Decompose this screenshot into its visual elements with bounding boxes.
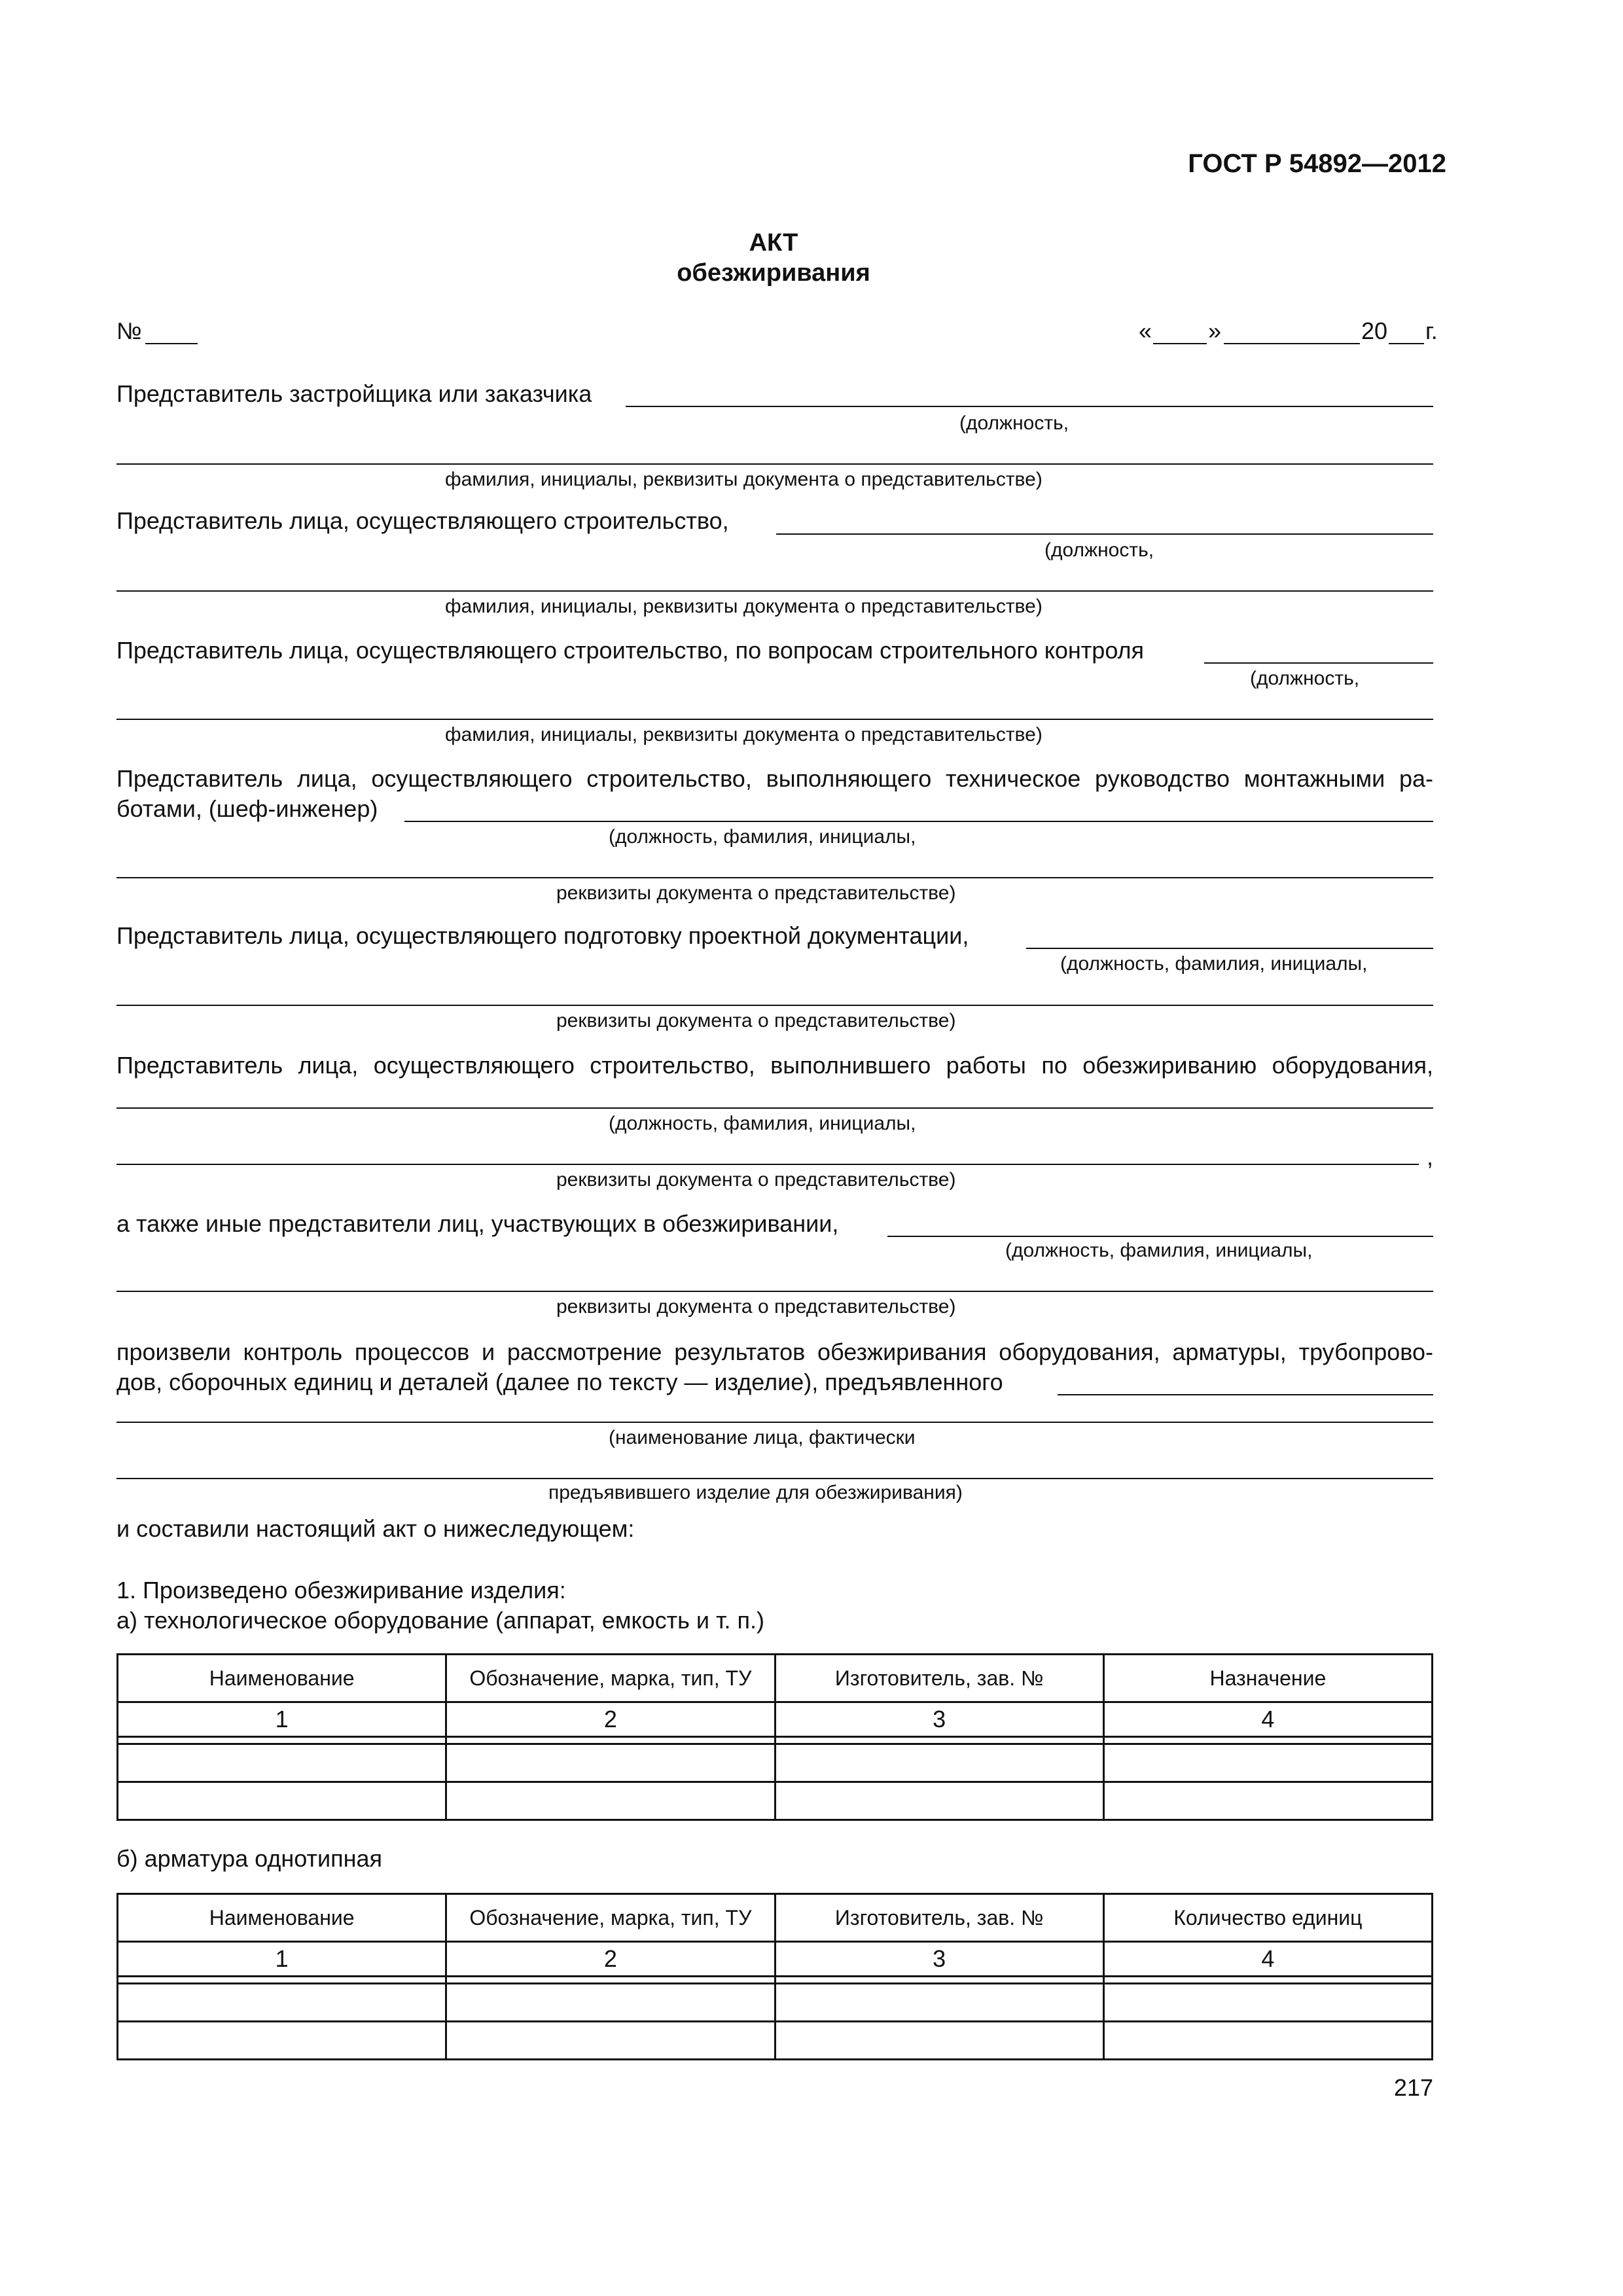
rep-builder-control-field[interactable] <box>1204 662 1433 664</box>
presenter-caption: (наименование лица, фактически <box>609 1427 916 1448</box>
table-cell[interactable] <box>446 2022 775 2060</box>
table-cell[interactable] <box>446 1744 775 1782</box>
rep-degreaser-field[interactable] <box>116 1107 1433 1109</box>
rep-others-field-2[interactable] <box>116 1291 1433 1292</box>
table-row <box>118 2022 1433 2060</box>
table-cell[interactable] <box>446 1782 775 1820</box>
table-cell[interactable] <box>118 1782 446 1820</box>
table-row <box>118 1782 1433 1820</box>
column-header: Количество единиц <box>1103 1894 1432 1942</box>
table-cell[interactable] <box>1103 1744 1432 1782</box>
rep-developer-caption: (должность, <box>959 412 1069 434</box>
rep-others-caption: (должность, фамилия, инициалы, <box>1005 1240 1313 1261</box>
item-b-heading: б) арматура однотипная <box>116 1845 383 1872</box>
table-cell[interactable] <box>118 1744 446 1782</box>
item-1-heading: 1. Произведено обезжиривание изделия: <box>116 1577 566 1604</box>
table-cell[interactable] <box>775 1782 1103 1820</box>
equipment-table <box>116 1653 1433 1821</box>
table-cell <box>446 1977 775 1984</box>
column-number: 4 <box>1103 1702 1432 1737</box>
table-cell[interactable] <box>118 1984 446 2022</box>
date-year-suffix: г. <box>1425 317 1438 344</box>
rep-chief-engineer-line2: ботами, (шеф-инженер) <box>116 795 378 822</box>
rep-builder-label: Представитель лица, осуществляющего строительство, <box>116 507 729 534</box>
rep-designer-caption: (должность, фамилия, инициалы, <box>1060 953 1368 975</box>
act-title: АКТ <box>749 229 798 257</box>
rep-degreaser-caption-2: реквизиты документа о представительстве) <box>556 1169 956 1191</box>
rep-degreaser-label: Представитель лица, осуществляющего строительство, выполнившего работы по обезжириванию оборудования, <box>116 1052 1433 1079</box>
rep-developer-label: Представитель застройщика или заказчика <box>116 380 592 407</box>
rep-builder-field-2[interactable] <box>116 590 1433 592</box>
table-cell <box>1103 1737 1432 1744</box>
rep-builder-caption-2: фамилия, инициалы, реквизиты документа о представительстве) <box>445 596 1043 617</box>
table-header-row <box>118 1894 1433 1942</box>
standard-header: ГОСТ Р 54892—2012 <box>1188 149 1446 178</box>
date-day-field[interactable] <box>1153 343 1207 344</box>
table-separator-row <box>118 1737 1433 1744</box>
conclusion-text: и составили настоящий акт о нижеследующем: <box>116 1515 635 1542</box>
rep-others-label: а также иные представители лиц, участвующих в обезжиривании, <box>116 1210 839 1237</box>
rep-degreaser-field-2[interactable] <box>116 1164 1419 1165</box>
table-cell <box>775 1977 1103 1984</box>
rep-chief-engineer-line1: Представитель лица, осуществляющего строительство, выполняющего техническое руководство монтажными ра- <box>116 765 1433 792</box>
table-cell[interactable] <box>446 1984 775 2022</box>
body-paragraph-line2: дов, сборочных единиц и деталей (далее по тексту — изделие), предъявленного <box>116 1369 1003 1395</box>
column-header: Обозначение, марка, тип, ТУ <box>446 1894 775 1942</box>
table-cell <box>1103 1977 1432 1984</box>
date-close-quote: » <box>1208 317 1222 344</box>
rep-designer-caption-2: реквизиты документа о представительстве) <box>556 1010 956 1031</box>
table-cell <box>118 1977 446 1984</box>
rep-builder-control-caption: (должность, <box>1250 668 1360 689</box>
presenter-field-3[interactable] <box>116 1478 1433 1479</box>
rep-builder-caption: (должность, <box>1044 539 1154 561</box>
rep-chief-engineer-caption-2: реквизиты документа о представительстве) <box>556 882 956 904</box>
table-cell[interactable] <box>775 1984 1103 2022</box>
page-number: 217 <box>1393 2074 1433 2101</box>
table-cell <box>446 1737 775 1744</box>
column-number: 2 <box>446 1942 775 1977</box>
rep-chief-engineer-field-2[interactable] <box>116 877 1433 878</box>
table-number-row <box>118 1942 1433 1977</box>
rep-designer-field[interactable] <box>1026 948 1433 949</box>
rep-chief-engineer-caption: (должность, фамилия, инициалы, <box>609 826 916 848</box>
table-number-row <box>118 1702 1433 1737</box>
table-cell[interactable] <box>775 2022 1103 2060</box>
rep-designer-field-2[interactable] <box>116 1005 1433 1006</box>
body-paragraph-line1: произвели контроль процессов и рассмотрение результатов обезжиривания оборудования, арматуры, трубопрово- <box>116 1338 1433 1365</box>
table-cell[interactable] <box>1103 1984 1432 2022</box>
table-cell[interactable] <box>775 1744 1103 1782</box>
rep-others-field[interactable] <box>887 1236 1433 1237</box>
rep-others-caption-2: реквизиты документа о представительстве) <box>556 1296 956 1318</box>
fittings-table <box>116 1893 1433 2060</box>
table-separator-row <box>118 1977 1433 1984</box>
act-subtitle: обезжиривания <box>677 259 870 287</box>
table-cell <box>118 1737 446 1744</box>
date-open-quote: « <box>1139 317 1152 344</box>
column-number: 3 <box>775 1702 1103 1737</box>
date-month-field[interactable] <box>1224 343 1360 344</box>
table-row <box>118 1744 1433 1782</box>
column-number: 3 <box>775 1942 1103 1977</box>
number-field[interactable] <box>145 343 198 344</box>
date-year-field[interactable] <box>1389 343 1424 344</box>
presenter-field-2[interactable] <box>116 1422 1433 1423</box>
column-header: Наименование <box>118 1894 446 1942</box>
item-a-heading: а) технологическое оборудование (аппарат, емкость и т. п.) <box>116 1607 765 1634</box>
comma: , <box>1427 1143 1434 1170</box>
column-number: 1 <box>118 1942 446 1977</box>
date-century: 20 <box>1361 317 1388 344</box>
table-header-row <box>118 1655 1433 1702</box>
table-row <box>118 1984 1433 2022</box>
presenter-caption-2: предъявившего изделие для обезжиривания) <box>548 1482 963 1503</box>
number-label: № <box>116 317 142 344</box>
column-header: Наименование <box>118 1655 446 1702</box>
column-header: Обозначение, марка, тип, ТУ <box>446 1655 775 1702</box>
table-cell[interactable] <box>118 2022 446 2060</box>
column-number: 4 <box>1103 1942 1432 1977</box>
rep-designer-label: Представитель лица, осуществляющего подготовку проектной документации, <box>116 922 969 949</box>
column-header: Назначение <box>1103 1655 1432 1702</box>
table-cell[interactable] <box>1103 2022 1432 2060</box>
column-header: Изготовитель, зав. № <box>775 1894 1103 1942</box>
column-header: Изготовитель, зав. № <box>775 1655 1103 1702</box>
rep-builder-control-field-2[interactable] <box>116 719 1433 720</box>
column-number: 2 <box>446 1702 775 1737</box>
presenter-field[interactable] <box>1058 1394 1433 1395</box>
rep-builder-control-caption-2: фамилия, инициалы, реквизиты документа о представительстве) <box>445 724 1043 745</box>
rep-developer-field[interactable] <box>626 406 1433 407</box>
rep-builder-field[interactable] <box>776 533 1433 535</box>
column-number: 1 <box>118 1702 446 1737</box>
rep-developer-caption-2: фамилия, инициалы, реквизиты документа о представительстве) <box>445 469 1043 490</box>
rep-builder-control-label: Представитель лица, осуществляющего строительство, по вопросам строительного контроля <box>116 637 1145 664</box>
rep-degreaser-caption: (должность, фамилия, инициалы, <box>609 1113 916 1134</box>
table-cell <box>775 1737 1103 1744</box>
table-cell[interactable] <box>1103 1782 1432 1820</box>
rep-chief-engineer-field[interactable] <box>404 821 1433 822</box>
rep-developer-field-2[interactable] <box>116 463 1433 465</box>
